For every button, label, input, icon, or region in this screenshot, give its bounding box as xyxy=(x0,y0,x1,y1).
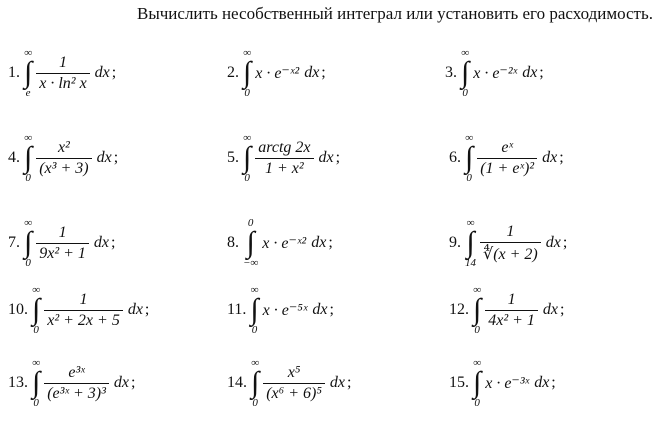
separator: ; xyxy=(539,64,544,82)
separator: ; xyxy=(111,234,116,252)
integral-sign xyxy=(465,133,473,184)
integrand-fraction xyxy=(485,291,538,330)
separator: ; xyxy=(131,374,136,392)
integral-sign xyxy=(251,358,259,409)
integrand-fraction xyxy=(44,291,123,330)
problem-number: 4. xyxy=(8,149,20,167)
problem-number: 9. xyxy=(449,234,461,252)
differential: dx xyxy=(542,301,559,319)
problem-9 xyxy=(449,218,567,269)
problem-number: 13. xyxy=(8,374,28,392)
fraction-denominator: 9x² + 1 xyxy=(39,244,86,262)
integral-symbol: ∫ xyxy=(243,56,252,89)
fraction-denominator: ∜(x + 2) xyxy=(483,245,538,263)
lower-limit: 0 xyxy=(466,171,472,184)
integral-sign xyxy=(32,285,40,336)
upper-limit: ∞ xyxy=(32,357,41,369)
differential: dx xyxy=(93,234,110,252)
integral-sign xyxy=(243,133,251,184)
separator: ; xyxy=(321,64,326,82)
upper-limit: 0 xyxy=(247,217,254,229)
upper-limit: ∞ xyxy=(24,47,33,59)
page-title: Вычислить несобственный интеграл или установить его расходимость. xyxy=(136,4,653,23)
separator: ; xyxy=(560,301,565,319)
lower-limit: 0 xyxy=(33,396,39,409)
problem-10 xyxy=(8,285,149,336)
integral-sign xyxy=(24,48,32,99)
integral-symbol: ∫ xyxy=(246,226,255,259)
integral-symbol: ∫ xyxy=(461,56,470,89)
integral-symbol: ∫ xyxy=(466,226,475,259)
integral-sign xyxy=(243,218,258,269)
differential: dx xyxy=(534,374,550,392)
integrand-fraction xyxy=(36,224,89,263)
lower-limit: −∞ xyxy=(243,256,259,269)
lower-limit: 0 xyxy=(251,323,258,336)
integrand-fraction xyxy=(36,139,91,178)
differential: dx xyxy=(94,64,110,82)
upper-limit: ∞ xyxy=(32,284,41,296)
separator: ; xyxy=(335,149,341,167)
integrand-fraction xyxy=(44,364,109,403)
integral-sign xyxy=(465,218,476,269)
integral-symbol: ∫ xyxy=(24,141,33,174)
integral-symbol: ∫ xyxy=(251,366,260,399)
problem-number: 12. xyxy=(449,301,469,319)
separator: ; xyxy=(328,234,333,252)
problem-4 xyxy=(8,133,118,184)
integrand-fraction xyxy=(263,364,325,403)
integral-sign xyxy=(24,133,32,184)
lower-limit: 0 xyxy=(474,396,480,409)
upper-limit: ∞ xyxy=(251,357,260,369)
integral-symbol: ∫ xyxy=(24,226,33,259)
fraction-numerator: 1 xyxy=(58,53,67,71)
upper-limit: ∞ xyxy=(466,217,475,229)
problem-2 xyxy=(227,48,326,99)
lower-limit: 0 xyxy=(462,86,468,99)
fraction-numerator: x⁵ xyxy=(287,363,301,381)
integral-sign xyxy=(24,218,32,269)
lower-limit: 0 xyxy=(33,323,39,336)
problem-number: 1. xyxy=(8,64,20,82)
fraction-numerator: 1 xyxy=(507,290,516,308)
lower-limit: 0 xyxy=(252,396,258,409)
integrand-fraction xyxy=(480,223,541,264)
problem-number: 2. xyxy=(227,64,239,82)
problem-number: 11. xyxy=(227,301,247,319)
differential: dx xyxy=(127,301,143,319)
separator: ; xyxy=(144,301,150,319)
integral-sign xyxy=(243,48,251,99)
separator: ; xyxy=(111,64,117,82)
integral-sign xyxy=(32,358,40,409)
lower-limit: 0 xyxy=(244,171,250,184)
separator: ; xyxy=(559,149,564,167)
upper-limit: ∞ xyxy=(473,284,482,296)
upper-limit: ∞ xyxy=(473,357,482,369)
fraction-denominator: x · ln² x xyxy=(39,74,87,92)
problem-number: 14. xyxy=(227,374,247,392)
integrand-expression: x · e⁻ˣ² xyxy=(262,235,307,253)
problem-1 xyxy=(8,48,116,99)
integrand-fraction xyxy=(255,139,313,178)
integral-symbol: ∫ xyxy=(250,293,259,326)
problem-8 xyxy=(227,218,333,269)
problem-number: 7. xyxy=(8,234,20,252)
lower-limit: 0 xyxy=(25,256,31,269)
separator: ; xyxy=(113,149,119,167)
differential: dx xyxy=(545,234,561,252)
problem-14 xyxy=(227,358,351,409)
fraction-denominator: x² + 2x + 5 xyxy=(47,311,120,329)
fraction-numerator: e³ˣ xyxy=(68,363,85,381)
problem-6 xyxy=(449,133,564,184)
differential: dx xyxy=(318,149,334,167)
fraction-numerator: eˣ xyxy=(501,138,513,156)
separator: ; xyxy=(562,234,568,252)
problem-number: 5. xyxy=(227,149,239,167)
lower-limit: 0 xyxy=(474,323,480,336)
differential: dx xyxy=(542,149,558,167)
problem-11 xyxy=(227,285,334,336)
fraction-numerator: arctg 2x xyxy=(258,138,311,156)
fraction-denominator: 1 + x² xyxy=(265,159,304,177)
integral-symbol: ∫ xyxy=(465,141,474,174)
fraction-numerator: 1 xyxy=(506,222,515,240)
fraction-denominator: 4x² + 1 xyxy=(488,311,535,329)
lower-limit: 0 xyxy=(25,171,31,184)
integrand-expression: x · e⁻³ˣ xyxy=(485,375,530,393)
problem-3 xyxy=(445,48,544,99)
problem-number: 10. xyxy=(8,301,28,319)
fraction-denominator: (1 + eˣ)² xyxy=(480,159,535,177)
fraction-numerator: x² xyxy=(57,138,70,156)
separator: ; xyxy=(347,374,352,392)
upper-limit: ∞ xyxy=(24,132,33,144)
problem-number: 3. xyxy=(445,64,457,82)
fraction-denominator: (x³ + 3) xyxy=(39,159,89,177)
differential: dx xyxy=(113,374,129,392)
upper-limit: ∞ xyxy=(243,47,252,59)
differential: dx xyxy=(311,234,327,252)
problem-number: 15. xyxy=(449,374,469,392)
differential: dx xyxy=(329,374,346,392)
problem-number: 8. xyxy=(227,234,239,252)
differential: dx xyxy=(522,64,538,82)
integral-sign xyxy=(473,358,481,409)
differential: dx xyxy=(312,301,328,319)
problem-12 xyxy=(449,285,564,336)
fraction-numerator: 1 xyxy=(79,290,88,308)
problem-15 xyxy=(449,358,556,409)
separator: ; xyxy=(551,374,556,392)
upper-limit: ∞ xyxy=(250,284,259,296)
lower-limit: 0 xyxy=(244,86,250,99)
integral-symbol: ∫ xyxy=(32,293,41,326)
separator: ; xyxy=(329,301,334,319)
integrand-expression: x · e⁻ˣ² xyxy=(255,65,300,83)
integral-symbol: ∫ xyxy=(473,366,482,399)
upper-limit: ∞ xyxy=(465,132,474,144)
integral-symbol: ∫ xyxy=(473,293,482,326)
integrand-fraction xyxy=(36,54,89,93)
integrand-fraction xyxy=(477,139,537,178)
upper-limit: ∞ xyxy=(243,132,252,144)
problem-13 xyxy=(8,358,135,409)
lower-limit: e xyxy=(25,86,31,99)
integral-symbol: ∫ xyxy=(243,141,252,174)
integrand-expression: x · e⁻⁵ˣ xyxy=(262,302,308,320)
fraction-denominator: (x⁶ + 6)⁵ xyxy=(266,384,322,402)
fraction-denominator: (e³ˣ + 3)³ xyxy=(47,384,106,402)
differential: dx xyxy=(96,149,112,167)
problem-number: 6. xyxy=(449,149,461,167)
problem-7 xyxy=(8,218,115,269)
problem-5 xyxy=(227,133,340,184)
integral-sign xyxy=(473,285,481,336)
integral-sign xyxy=(250,285,258,336)
differential: dx xyxy=(304,64,320,82)
integral-symbol: ∫ xyxy=(32,366,41,399)
integral-sign xyxy=(461,48,469,99)
upper-limit: ∞ xyxy=(24,217,33,229)
lower-limit: 14 xyxy=(465,256,476,269)
integrand-expression: x · e⁻²ˣ xyxy=(473,65,518,83)
upper-limit: ∞ xyxy=(461,47,470,59)
integral-symbol: ∫ xyxy=(24,56,33,89)
fraction-numerator: 1 xyxy=(58,223,67,241)
